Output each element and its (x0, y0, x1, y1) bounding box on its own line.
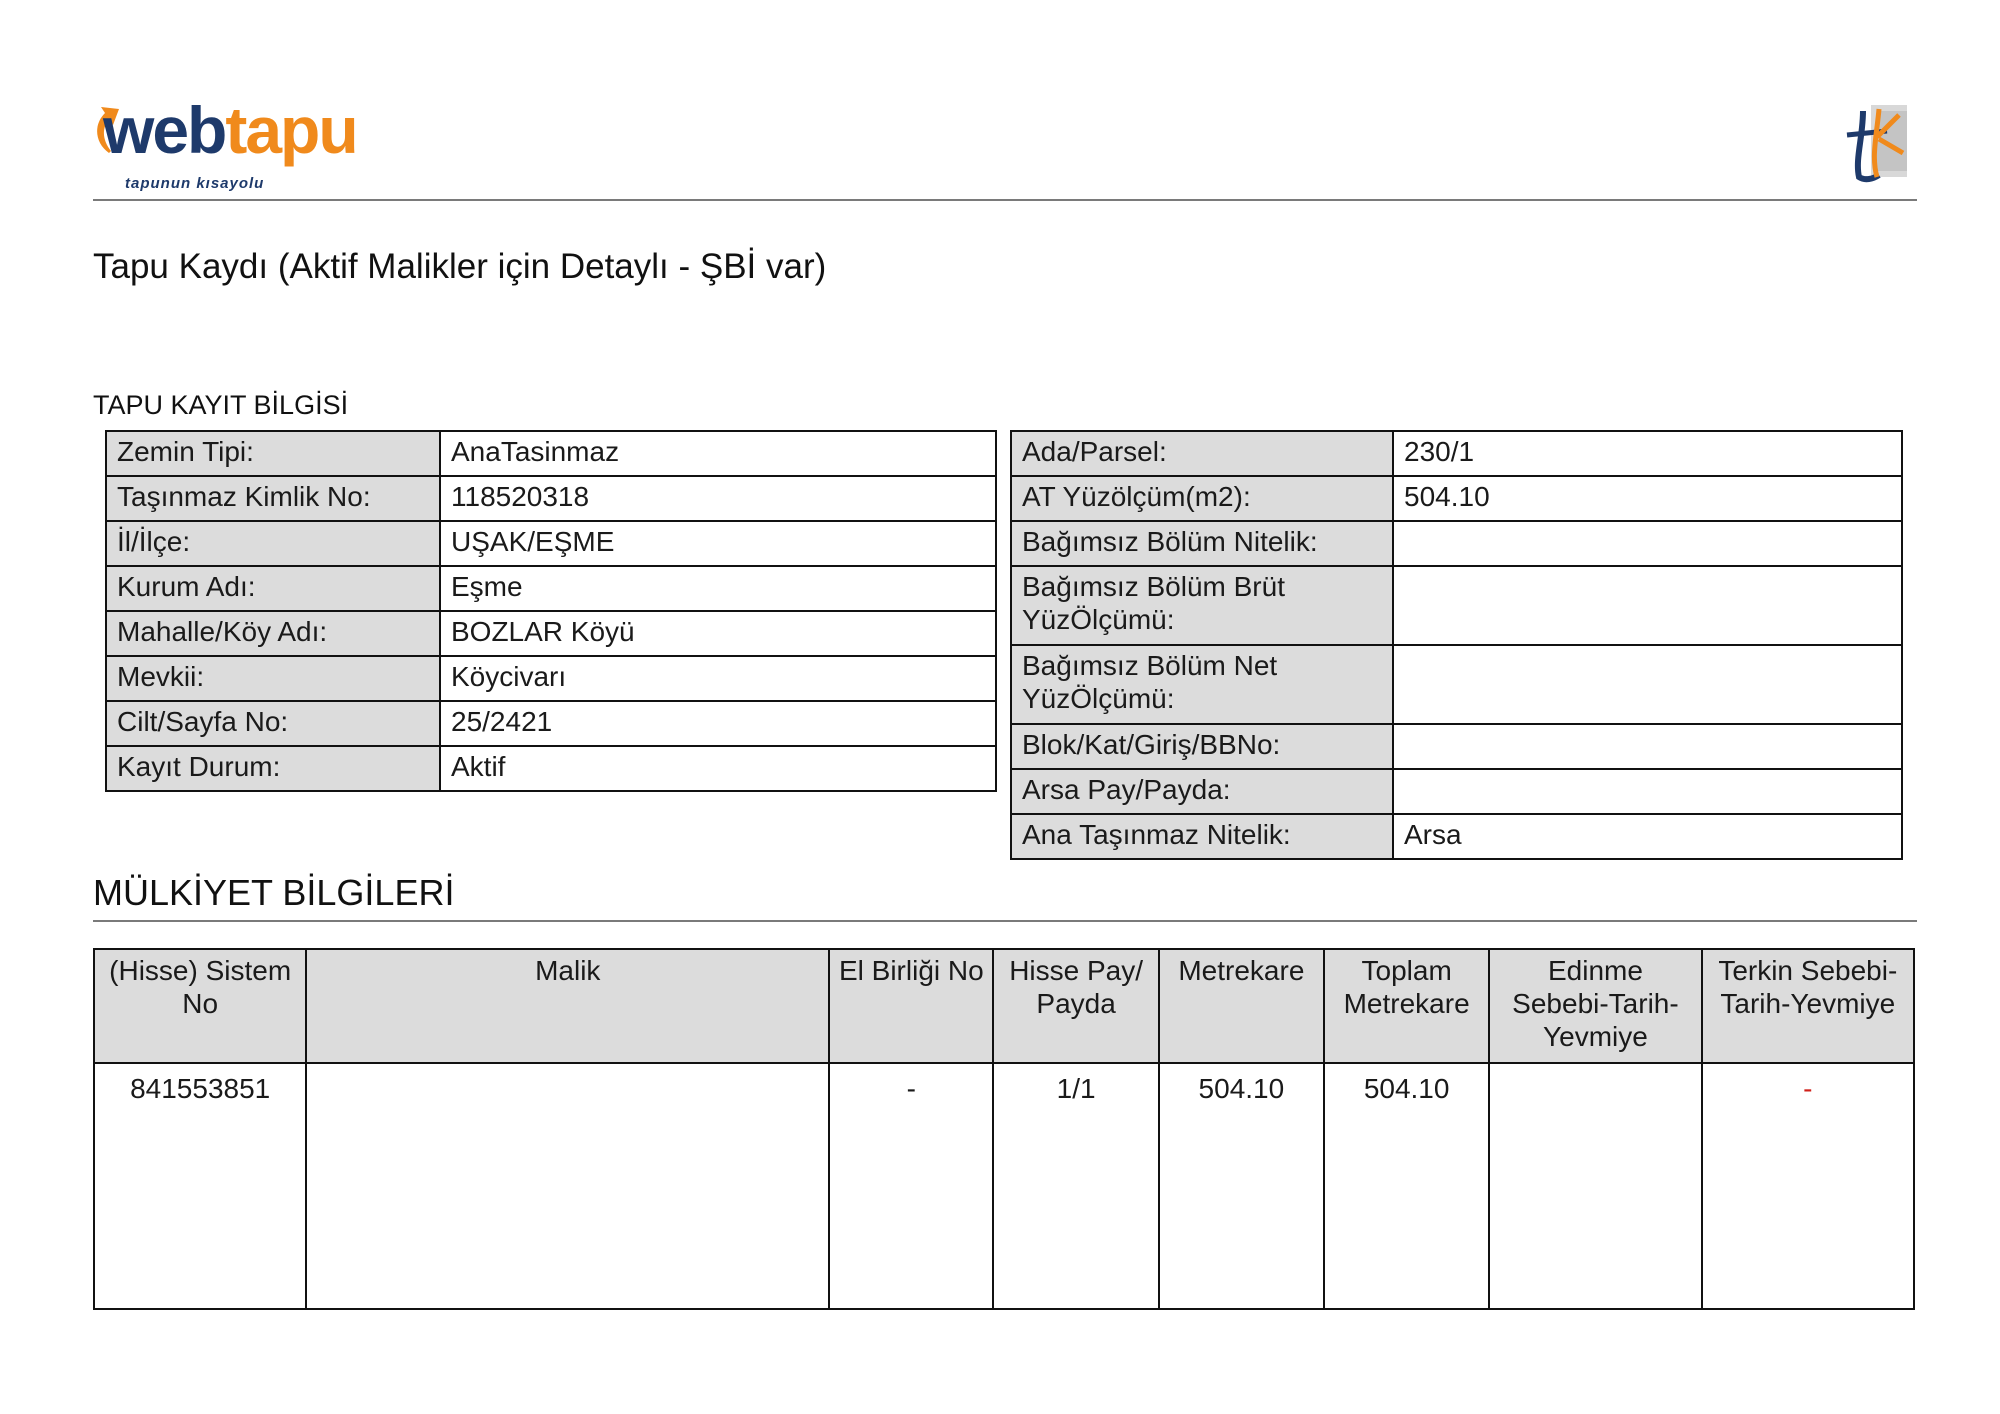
info-row (106, 656, 996, 701)
cell-edinme (1489, 1063, 1701, 1309)
info-key: Bağımsız Bölüm Nitelik: (1011, 521, 1393, 566)
info-value (1393, 769, 1902, 814)
info-key: Ana Taşınmaz Nitelik: (1011, 814, 1393, 859)
info-value (1393, 724, 1902, 769)
info-value: 230/1 (1393, 431, 1902, 476)
cell-sistem-no: 841553851 (94, 1063, 306, 1309)
info-key: Ada/Parsel: (1011, 431, 1393, 476)
info-key: Cilt/Sayfa No: (106, 701, 440, 746)
info-row (106, 566, 996, 611)
info-value (1393, 521, 1902, 566)
column-header: Toplam Metrekare (1324, 949, 1489, 1063)
logo-wordmark: webtapu (103, 93, 357, 167)
logo-tagline: tapunun kısayolu (125, 175, 265, 192)
info-key: İl/İlçe: (106, 521, 440, 566)
info-value: 504.10 (1393, 476, 1902, 521)
info-row (1011, 769, 1902, 814)
tapu-kayit-right-table (1010, 430, 1903, 860)
info-row (1011, 566, 1902, 645)
info-row (106, 746, 996, 791)
info-value: 25/2421 (440, 701, 996, 746)
table-row (94, 1063, 1914, 1309)
info-key: Taşınmaz Kimlik No: (106, 476, 440, 521)
info-value: Arsa (1393, 814, 1902, 859)
tapu-kayit-label: TAPU KAYIT BİLGİSİ (93, 390, 349, 420)
info-key: Arsa Pay/Payda: (1011, 769, 1393, 814)
mulkiyet-table (93, 948, 1915, 1310)
column-header: Terkin Sebebi-Tarih-Yevmiye (1702, 949, 1914, 1063)
column-header: Edinme Sebebi-Tarih-Yevmiye (1489, 949, 1701, 1063)
info-key: Bağımsız Bölüm Net YüzÖlçümü: (1011, 645, 1393, 724)
info-key: Mahalle/Köy Adı: (106, 611, 440, 656)
info-value: Köycivarı (440, 656, 996, 701)
info-row (1011, 645, 1902, 724)
document-header (93, 95, 1917, 201)
cell-el-birligi: - (829, 1063, 993, 1309)
info-row (1011, 476, 1902, 521)
tapu-kayit-left-table (105, 430, 997, 792)
info-key: Zemin Tipi: (106, 431, 440, 476)
tkgm-logo-icon (1841, 97, 1911, 185)
info-key: Kurum Adı: (106, 566, 440, 611)
info-value: UŞAK/EŞME (440, 521, 996, 566)
info-row (1011, 814, 1902, 859)
info-value: 118520318 (440, 476, 996, 521)
column-header: Metrekare (1159, 949, 1324, 1063)
webtapu-logo (93, 93, 413, 195)
info-key: Bağımsız Bölüm Brüt YüzÖlçümü: (1011, 566, 1393, 645)
info-key: Mevkii: (106, 656, 440, 701)
document-title: Tapu Kaydı (Aktif Malikler için Detaylı - ŞBİ var) (93, 247, 827, 286)
mulkiyet-title: MÜLKİYET BİLGİLERİ (93, 872, 1917, 922)
info-value: Eşme (440, 566, 996, 611)
info-value: Aktif (440, 746, 996, 791)
cell-malik (306, 1063, 829, 1309)
cell-terkin: - (1702, 1063, 1914, 1309)
info-value: AnaTasinmaz (440, 431, 996, 476)
table-header-row (94, 949, 1914, 1063)
cell-hisse: 1/1 (993, 1063, 1158, 1309)
info-row (1011, 724, 1902, 769)
info-row (1011, 431, 1902, 476)
info-row (106, 611, 996, 656)
column-header: Hisse Pay/ Payda (993, 949, 1158, 1063)
info-value (1393, 645, 1902, 724)
cell-toplam-metrekare: 504.10 (1324, 1063, 1489, 1309)
column-header: Malik (306, 949, 829, 1063)
info-value (1393, 566, 1902, 645)
info-row (1011, 521, 1902, 566)
column-header: (Hisse) Sistem No (94, 949, 306, 1063)
info-row (106, 701, 996, 746)
cell-metrekare: 504.10 (1159, 1063, 1324, 1309)
info-key: Kayıt Durum: (106, 746, 440, 791)
info-key: Blok/Kat/Giriş/BBNo: (1011, 724, 1393, 769)
info-row (106, 431, 996, 476)
info-row (106, 521, 996, 566)
column-header: El Birliği No (829, 949, 993, 1063)
info-key: AT Yüzölçüm(m2): (1011, 476, 1393, 521)
info-value: BOZLAR Köyü (440, 611, 996, 656)
info-row (106, 476, 996, 521)
